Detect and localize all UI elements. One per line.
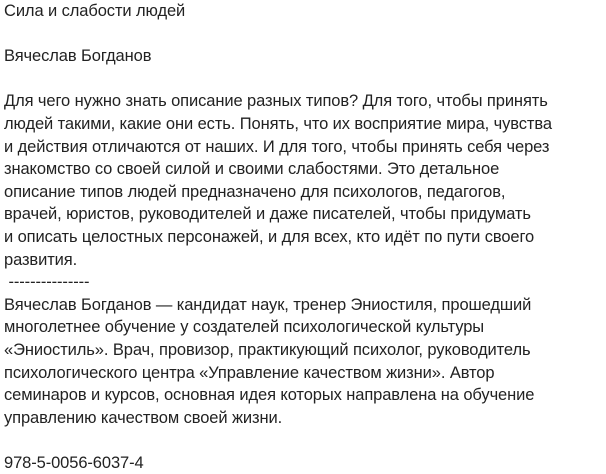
author-bio-line: многолетнее обучение у создателей психологической культуры [4, 318, 485, 337]
isbn: 978-5-0056-6037-4 [4, 453, 144, 472]
author-bio-line: управлению качеством своей жизни. [4, 408, 283, 427]
description-line: и действия отличаются от наших. И для того, чтобы принять себя через [4, 137, 550, 156]
author-bio [4, 294, 604, 430]
blank-line [4, 68, 604, 91]
description-line: людей такими, какие они есть. Понять, что их восприятие мира, чувства [4, 114, 552, 133]
description-line: Для чего нужно знать описание разных типов? Для того, чтобы принять [4, 92, 548, 111]
author-bio-line: Вячеслав Богданов — кандидат наук, тренер Эниостиля, прошедший [4, 295, 532, 314]
book-description [4, 90, 604, 271]
description-line: знакомство со своей силой и своими слабостями. Это детальное [4, 160, 500, 179]
description-line: развития. [4, 250, 78, 269]
description-line: и описать целостных персонажей, и для всех, кто идёт по пути своего [4, 227, 535, 246]
author-bio-line: «Эниостиль». Врач, провизор, практикующий психолог, руководитель [4, 340, 531, 359]
section-separator: --------------- [4, 273, 90, 292]
blank-line [4, 429, 604, 452]
description-line: описание типов людей предназначено для психологов, педагогов, [4, 182, 506, 201]
blank-line [4, 23, 604, 46]
author-bio-line: психологического центра «Управление качеством жизни». Автор [4, 363, 495, 382]
book-title: Сила и слабости людей [4, 2, 186, 20]
book-author: Вячеслав Богданов [4, 47, 152, 66]
author-bio-line: семинаров и курсов, основная идея которых направлена на обучение [4, 386, 535, 405]
book-annotation-document [4, 0, 604, 474]
description-line: врачей, юристов, руководителей и даже писателей, чтобы придумать [4, 205, 531, 224]
